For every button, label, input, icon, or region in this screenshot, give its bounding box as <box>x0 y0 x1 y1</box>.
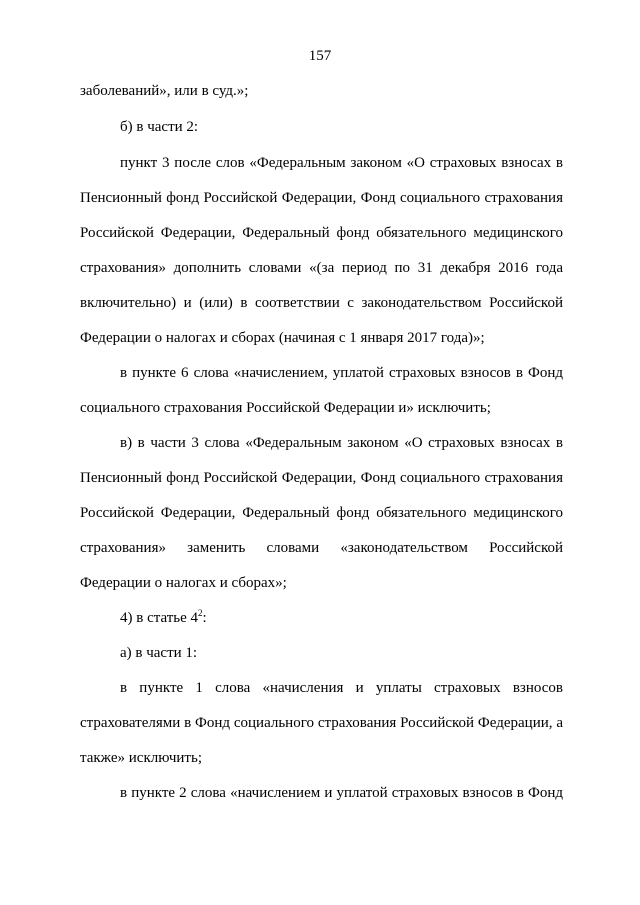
article-reference: 4) в статье 4 <box>120 610 199 626</box>
text-line-14: страхования» заменить словами «законодательством Российской <box>80 540 563 556</box>
text-line-2: б) в части 2: <box>120 119 199 135</box>
text-line-11: в) в части 3 слова «Федеральным законом «О страховых взносах в <box>120 435 563 451</box>
text-line-15: Федерации о налогах и сборах»; <box>80 575 287 591</box>
article-superscript: 2 <box>198 608 203 618</box>
text-line-7: включительно) и (или) в соответствии с законодательством Российской <box>80 295 563 311</box>
text-line-8: Федерации о налогах и сборах (начиная с 1 января 2017 года)»; <box>80 330 485 346</box>
text-line-19: страхователями в Фонд социального страхования Российской Федерации, а <box>80 715 563 731</box>
text-line-6: страхования» дополнить словами «(за период по 31 декабря 2016 года <box>80 260 563 276</box>
text-line-12: Пенсионный фонд Российской Федерации, Фонд социального страхования <box>80 470 563 486</box>
text-line-17: а) в части 1: <box>120 645 198 661</box>
text-line-1: заболеваний», или в суд.»; <box>80 83 249 99</box>
page-number: 157 <box>308 48 332 64</box>
text-line-20: также» исключить; <box>80 750 202 766</box>
text-line-16 <box>120 609 563 627</box>
text-line-4: Пенсионный фонд Российской Федерации, Фонд социального страхования <box>80 190 563 206</box>
text-line-5: Российской Федерации, Федеральный фонд обязательного медицинского <box>80 225 563 241</box>
text-line-18: в пункте 1 слова «начисления и уплаты страховых взносов <box>120 680 563 696</box>
text-line-3: пункт 3 после слов «Федеральным законом «О страховых взносах в <box>120 155 563 171</box>
text-line-21: в пункте 2 слова «начислением и уплатой страховых взносов в Фонд <box>120 785 563 801</box>
text-line-9: в пункте 6 слова «начислением, уплатой страховых взносов в Фонд <box>120 365 563 381</box>
text-line-13: Российской Федерации, Федеральный фонд обязательного медицинского <box>80 505 563 521</box>
article-colon: : <box>202 610 207 626</box>
text-line-10: социального страхования Российской Федерации и» исключить; <box>80 400 491 416</box>
